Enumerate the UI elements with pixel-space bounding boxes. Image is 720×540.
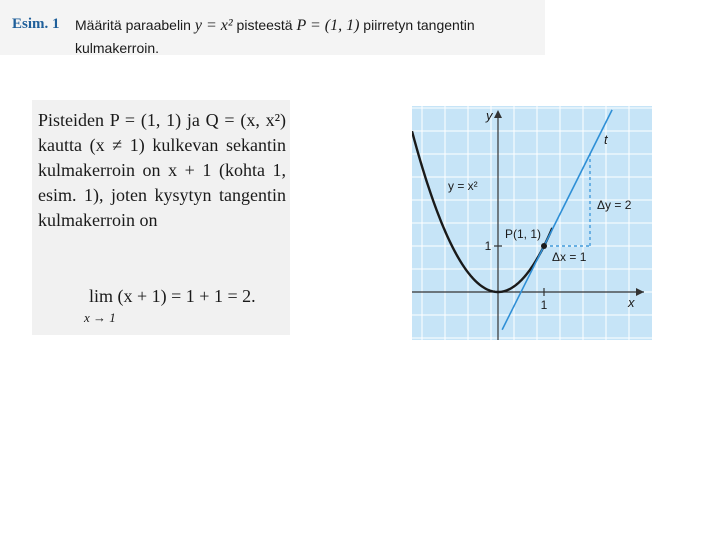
curve-label: y = x² [448, 179, 478, 193]
solution-paragraph: Pisteiden P = (1, 1) ja Q = (x, x²) kautta (x ≠ 1) kulkevan sekantin kulmakerroin on x + 1 (kohta 1, esim. 1), joten kysytyn tangentin kulmakerroin on [38, 110, 286, 230]
limit-subscript: x → 1 [84, 310, 116, 325]
question-text-a: Määritä paraabelin [75, 17, 195, 33]
question-text-c: piirretyn tangentin [359, 17, 475, 33]
question-text-line2: kulmakerroin. [75, 40, 160, 56]
example-question [75, 14, 535, 59]
limit-expression: lim (x + 1) = 1 + 1 = 2. [89, 286, 256, 306]
parabola-tangent-graph [412, 106, 652, 340]
delta-y-label: Δy = 2 [597, 198, 632, 212]
point-label: P(1, 1) [505, 227, 542, 241]
question-text-b: pisteestä [232, 17, 297, 33]
point-p-marker [541, 243, 547, 249]
x-axis-label: x [628, 295, 635, 310]
solution-panel [32, 100, 290, 335]
tangent-label: t [604, 132, 608, 147]
example-label: Esim. 1 [12, 16, 60, 32]
y-axis-label: y [486, 108, 493, 123]
x-tick-label-1: 1 [540, 298, 548, 312]
delta-x-label: Δx = 1 [552, 250, 587, 264]
y-tick-label-1: 1 [484, 239, 492, 253]
question-function: y = x² [194, 17, 233, 34]
example-header [0, 0, 545, 55]
question-point: P = (1, 1) [296, 17, 360, 34]
